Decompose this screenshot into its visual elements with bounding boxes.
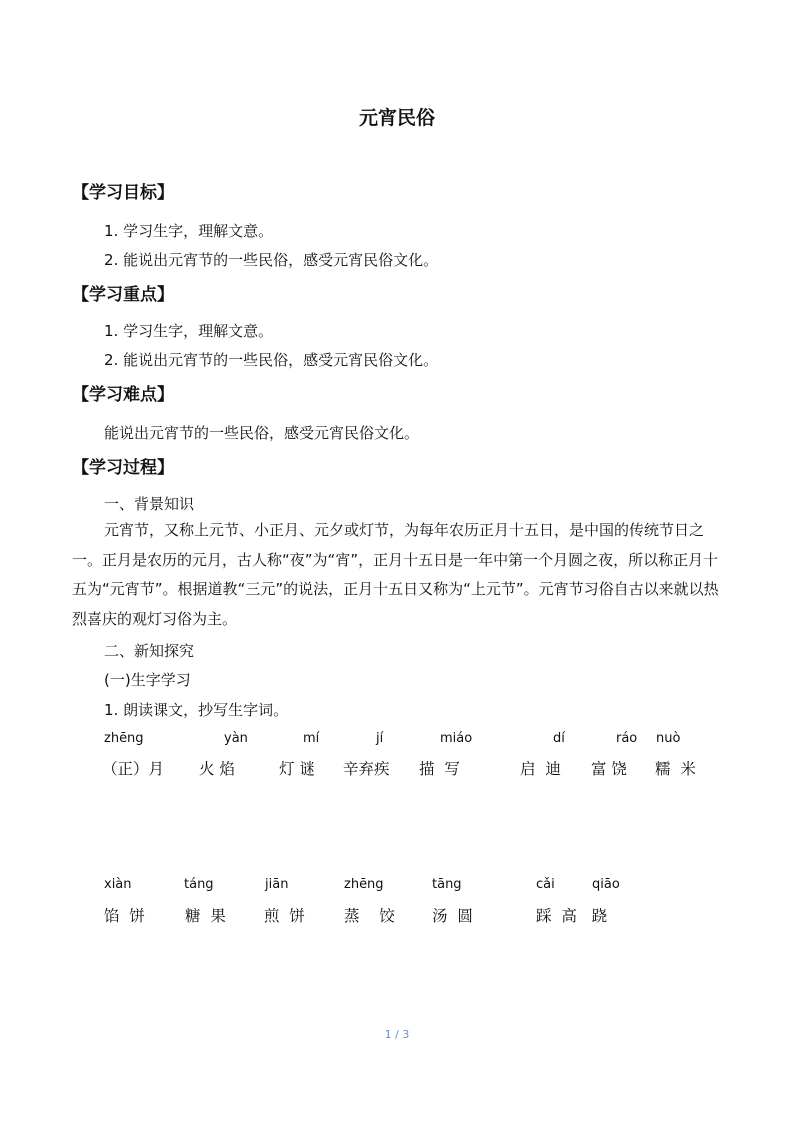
- pinyin-label: miáo: [440, 731, 473, 746]
- pinyin-label: táng: [184, 877, 214, 892]
- key-point-item-1: 1. 学习生字，理解文意。: [104, 322, 274, 340]
- pinyin-label: cǎi: [536, 877, 555, 892]
- pinyin-label: tāng: [432, 877, 462, 892]
- vocab-word: 馅 饼: [104, 907, 145, 925]
- background-paragraph: 元宵节，又称上元节、小正月、元夕或灯节，为每年农历正月十五日，是中国的传统节日之一。正月是农历的元月，古人称“夜”为“宵”，正月十五日是一年中第一个月圆之夜，所以称正月十五为“元宵节”。根据道教“三元”的说法，正月十五日又称为“上元节”。元宵节习俗自古以来就以热烈喜庆的观灯习俗为主。: [72, 521, 719, 628]
- difficulty-text: 能说出元宵节的一些民俗，感受元宵民俗文化。: [104, 424, 420, 442]
- pinyin-label: jiān: [265, 877, 289, 892]
- pinyin-label: qiāo: [592, 877, 620, 892]
- page-title: 元宵民俗: [358, 107, 435, 129]
- pinyin-label: zhēng: [104, 731, 144, 746]
- pinyin-label: mí: [303, 731, 320, 746]
- page-number: 1 / 3: [384, 1028, 410, 1041]
- vocab-word: 灯 谜: [279, 760, 315, 778]
- vocab-word: 蒸 饺: [344, 907, 395, 925]
- goal-item-2: 2. 能说出元宵节的一些民俗，感受元宵民俗文化。: [104, 251, 439, 269]
- task1-text: 1. 朗读课文，抄写生字词。: [104, 701, 289, 719]
- key-point-item-2: 2. 能说出元宵节的一些民俗，感受元宵民俗文化。: [104, 351, 439, 369]
- vocab-word: 糖 果: [185, 907, 226, 925]
- vocab-word: 富 饶: [591, 760, 627, 778]
- vocab-word: 糯 米: [655, 760, 696, 778]
- pinyin-label: dí: [553, 731, 565, 746]
- vocab-word: 启 迪: [520, 760, 561, 778]
- vocab-word: 煎 饼: [264, 907, 305, 925]
- goal-item-1: 1. 学习生字，理解文意。: [104, 222, 274, 240]
- pinyin-label: yàn: [224, 731, 248, 746]
- vocab-word: 汤 圆: [432, 907, 473, 925]
- sub1-title: (一)生字学习: [104, 671, 191, 689]
- vocab-word: 火 焰: [199, 760, 235, 778]
- vocab-word: 描 写: [419, 760, 460, 778]
- part2-title: 二、新知探究: [104, 642, 195, 660]
- section-heading-difficulties: 【学习难点】: [72, 385, 174, 405]
- part1-title: 一、背景知识: [104, 495, 195, 513]
- pinyin-label: jí: [376, 731, 384, 746]
- pinyin-label: nuò: [656, 731, 681, 746]
- pinyin-label: zhēng: [344, 877, 384, 892]
- vocab-word: 辛弃疾: [343, 760, 390, 778]
- section-heading-key-points: 【学习重点】: [72, 285, 174, 305]
- vocab-word: （正）月: [102, 760, 165, 778]
- pinyin-label: ráo: [616, 731, 638, 746]
- section-heading-goals: 【学习目标】: [72, 183, 174, 203]
- pinyin-label: xiàn: [104, 877, 132, 892]
- section-heading-process: 【学习过程】: [72, 458, 174, 478]
- vocab-word: 踩 高 跷: [536, 907, 608, 925]
